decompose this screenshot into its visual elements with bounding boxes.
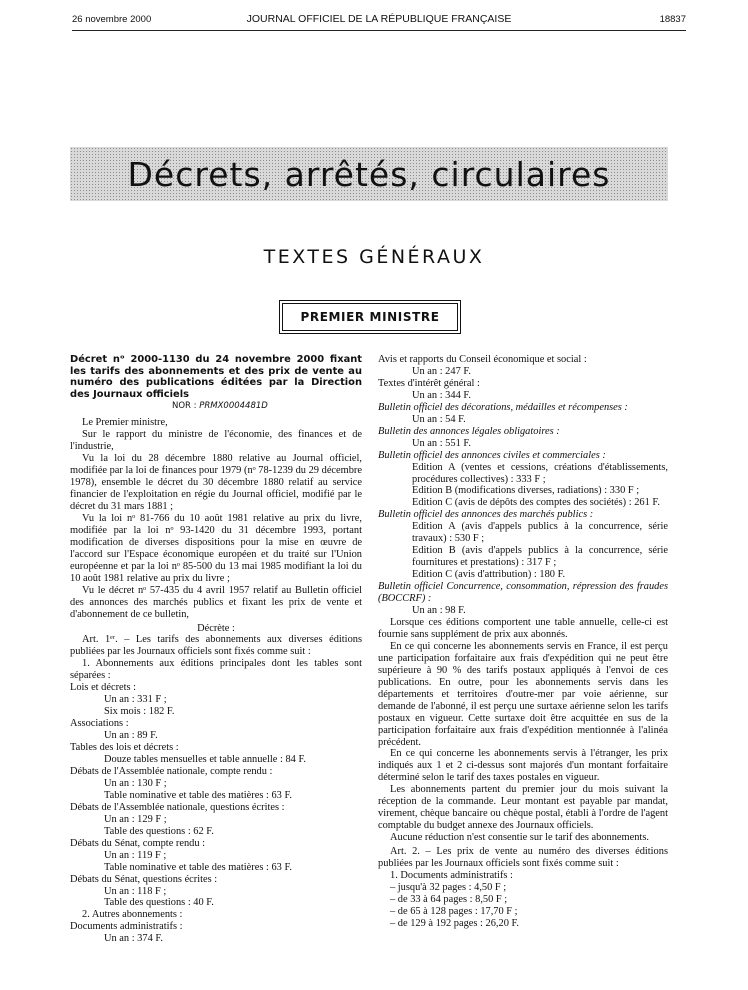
decrete-line: Décrète :: [197, 622, 235, 634]
list-heading: Lois et décrets :: [70, 682, 137, 694]
list-item: Edition B (avis d'appels publics à la concurrence, série fournitures et prestations) : 317 F ;: [412, 545, 668, 569]
list-heading: Débats du Sénat, questions écrites :: [70, 873, 218, 885]
list-heading: Bulletin officiel des annonces des marchés publics :: [378, 509, 594, 521]
list-item: Edition B (modifications diverses, radiations) : 330 F ;: [412, 485, 640, 497]
list-heading: Documents administratifs :: [70, 921, 183, 933]
list-heading: Bulletin officiel des annonces civiles et commerciales :: [378, 449, 606, 461]
paragraph: Vu le décret nᵒ 57-435 du 4 avril 1957 relatif au Bulletin officiel des annonces des marchés publics et fixant les prix de vente et d'abonnement de ce bulletin,: [70, 584, 362, 620]
issue-date: 26 novembre 2000: [72, 14, 152, 25]
paragraph: Lorsque ces éditions comportent une table annuelle, celle-ci est fournie sans supplément de prix aux abonnés.: [378, 616, 668, 640]
list-item: Table nominative et table des matières : 63 F.: [104, 861, 293, 873]
paragraph: En ce qui concerne les abonnements servis en France, il est perçu une participation forfaitaire aux frais d'expédition qui ne peut être supérieure à 90 % des tarifs postaux appliqués à l'envoi de ces publications. En outre, pour les abonnements servis dans les départements et territoires d'outre-mer par voie aérienne, sur demande de l'abonné, il est perçu une surtaxe aérienne selon les tarifs postaux en vigueur. Cette surtaxe doit être acquittée en sus de la participation forfaitaire aux frais d'expédition mentionnée à l'alinéa précédent.: [378, 640, 668, 748]
list-heading: Bulletin officiel des décorations, médailles et récompenses :: [378, 401, 628, 413]
list-item: Un an : 129 F ;: [104, 813, 167, 825]
list-item: Edition A (ventes et cessions, créations d'établissements, procédures collectives) : 333 F ;: [412, 461, 668, 485]
running-header: [72, 10, 686, 32]
list-item: – de 129 à 192 pages : 26,20 F.: [390, 917, 520, 929]
right-column: [378, 354, 668, 930]
nor-code: PRMX0004481D: [199, 401, 268, 412]
page-number: 18837: [659, 14, 686, 25]
list-item: Un an : 344 F.: [412, 389, 471, 401]
paragraph: Aucune réduction n'est consentie sur le tarif des abonnements.: [390, 832, 649, 844]
list-item: Un an : 551 F.: [412, 437, 471, 449]
list-heading: Bulletin officiel Concurrence, consommation, répression des fraudes (BOCCRF) :: [378, 581, 668, 605]
list-item: Edition C (avis de dépôts des comptes des sociétés) : 261 F.: [412, 497, 660, 509]
article-1: Art. 1ᵉʳ. – Les tarifs des abonnements aux diverses éditions publiées par les Journaux officiels sont fixés comme suit :: [70, 634, 362, 658]
list-item: – jusqu'à 32 pages : 4,50 F ;: [390, 881, 507, 893]
list-item: Un an : 130 F ;: [104, 777, 167, 789]
list-item: Table des questions : 62 F.: [104, 825, 214, 837]
list-heading: Avis et rapports du Conseil économique et social :: [378, 354, 587, 365]
list-item: – de 33 à 64 pages : 8,50 F ;: [390, 893, 508, 905]
journal-title: JOURNAL OFFICIEL DE LA RÉPUBLIQUE FRANÇAISE: [246, 13, 512, 25]
list-item: Un an : 331 F ;: [104, 694, 167, 706]
paragraph: Sur le rapport du ministre de l'économie, des finances et de l'industrie,: [70, 429, 362, 453]
list-item: Un an : 98 F.: [412, 605, 466, 617]
list-item: Un an : 247 F.: [412, 365, 471, 377]
list-item: Un an : 374 F.: [104, 933, 163, 945]
paragraph: Les abonnements partent du premier jour du mois suivant la réception de la commande. Leur montant est payable par mandat, virement, chèque bancaire ou chèque postal, établi à l'ordre de l'agent comptable du budget annexe des Journaux officiels.: [378, 784, 668, 832]
paragraph: 1. Abonnements aux éditions principales dont les tables sont séparées :: [70, 658, 362, 682]
paragraph: Vu la loi nᵒ 81-766 du 10 août 1981 relative au prix du livre, modifiée par la loi nᵒ 93-1420 du 31 décembre 1993, portant modification de diverses dispositions pour la mise en œuvre de l'accord sur l'Espace économique européen et du traité sur l'Union européenne et par la loi nᵒ 85-500 du 13 mai 1985 modifiant la loi du 10 août 1981 relative au prix du livre ;: [70, 512, 362, 584]
paragraph: En ce qui concerne les abonnements servis à l'étranger, les prix indiqués aux 1 et 2 ci-dessus sont majorés d'un montant forfaitaire déterminé selon le tarif des taxes postales en vigueur.: [378, 748, 668, 784]
list-item: Un an : 54 F.: [412, 413, 466, 425]
list-heading: Bulletin des annonces légales obligatoires :: [378, 425, 560, 437]
section-heading: TEXTES GÉNÉRAUX: [263, 246, 485, 268]
list-heading: Débats de l'Assemblée nationale, compte rendu :: [70, 765, 273, 777]
list-heading: 1. Documents administratifs :: [390, 869, 513, 881]
ministry-heading: PREMIER MINISTRE: [282, 303, 458, 331]
paragraph: Vu la loi du 28 décembre 1880 relative au Journal officiel, modifiée par la loi de finances pour 1979 (nᵒ 78-1239 du 29 décembre 1978), ensemble le décret du 30 décembre 1880 relatif au service financier de l'exploitation en régie du Journal officiel, modifié par le décret du 31 mars 1881 ;: [70, 453, 362, 512]
list-item: Table nominative et table des matières : 63 F.: [104, 789, 293, 801]
left-column: [70, 354, 362, 945]
list-item: Table des questions : 40 F.: [104, 897, 214, 909]
list-heading: Textes d'intérêt général :: [378, 377, 480, 389]
list-item: – de 65 à 128 pages : 17,70 F ;: [390, 905, 518, 917]
list-item: Un an : 118 F ;: [104, 885, 167, 897]
nor-label: NOR :: [172, 401, 197, 412]
list-item: Douze tables mensuelles et table annuelle : 84 F.: [104, 754, 307, 766]
list-heading: Tables des lois et décrets :: [70, 742, 179, 754]
list-item: Edition C (avis d'attribution) : 180 F.: [412, 569, 566, 581]
paragraph: Le Premier ministre,: [82, 417, 168, 429]
list-heading: 2. Autres abonnements :: [82, 909, 183, 921]
decree-title: Décret nᵒ 2000-1130 du 24 novembre 2000 fixant les tarifs des abonnements et des prix de vente au numéro des publications éditées par la Direction des Journaux officiels: [70, 354, 362, 400]
list-heading: Associations :: [70, 718, 129, 730]
header-rule: [72, 30, 686, 31]
list-heading: Débats du Sénat, compte rendu :: [70, 837, 206, 849]
list-item: Six mois : 182 F.: [104, 706, 175, 718]
list-heading: Débats de l'Assemblée nationale, questions écrites :: [70, 801, 285, 813]
article-2: Art. 2. – Les prix de vente au numéro des diverses éditions publiées par les Journaux officiels sont fixés comme suit :: [378, 846, 668, 870]
list-item: Edition A (avis d'appels publics à la concurrence, série travaux) : 530 F ;: [412, 521, 668, 545]
list-item: Un an : 119 F ;: [104, 849, 167, 861]
section-banner: [70, 147, 668, 201]
list-item: Un an : 89 F.: [104, 730, 158, 742]
banner-title: Décrets, arrêtés, circulaires: [127, 154, 611, 194]
nor-reference: [70, 401, 362, 413]
